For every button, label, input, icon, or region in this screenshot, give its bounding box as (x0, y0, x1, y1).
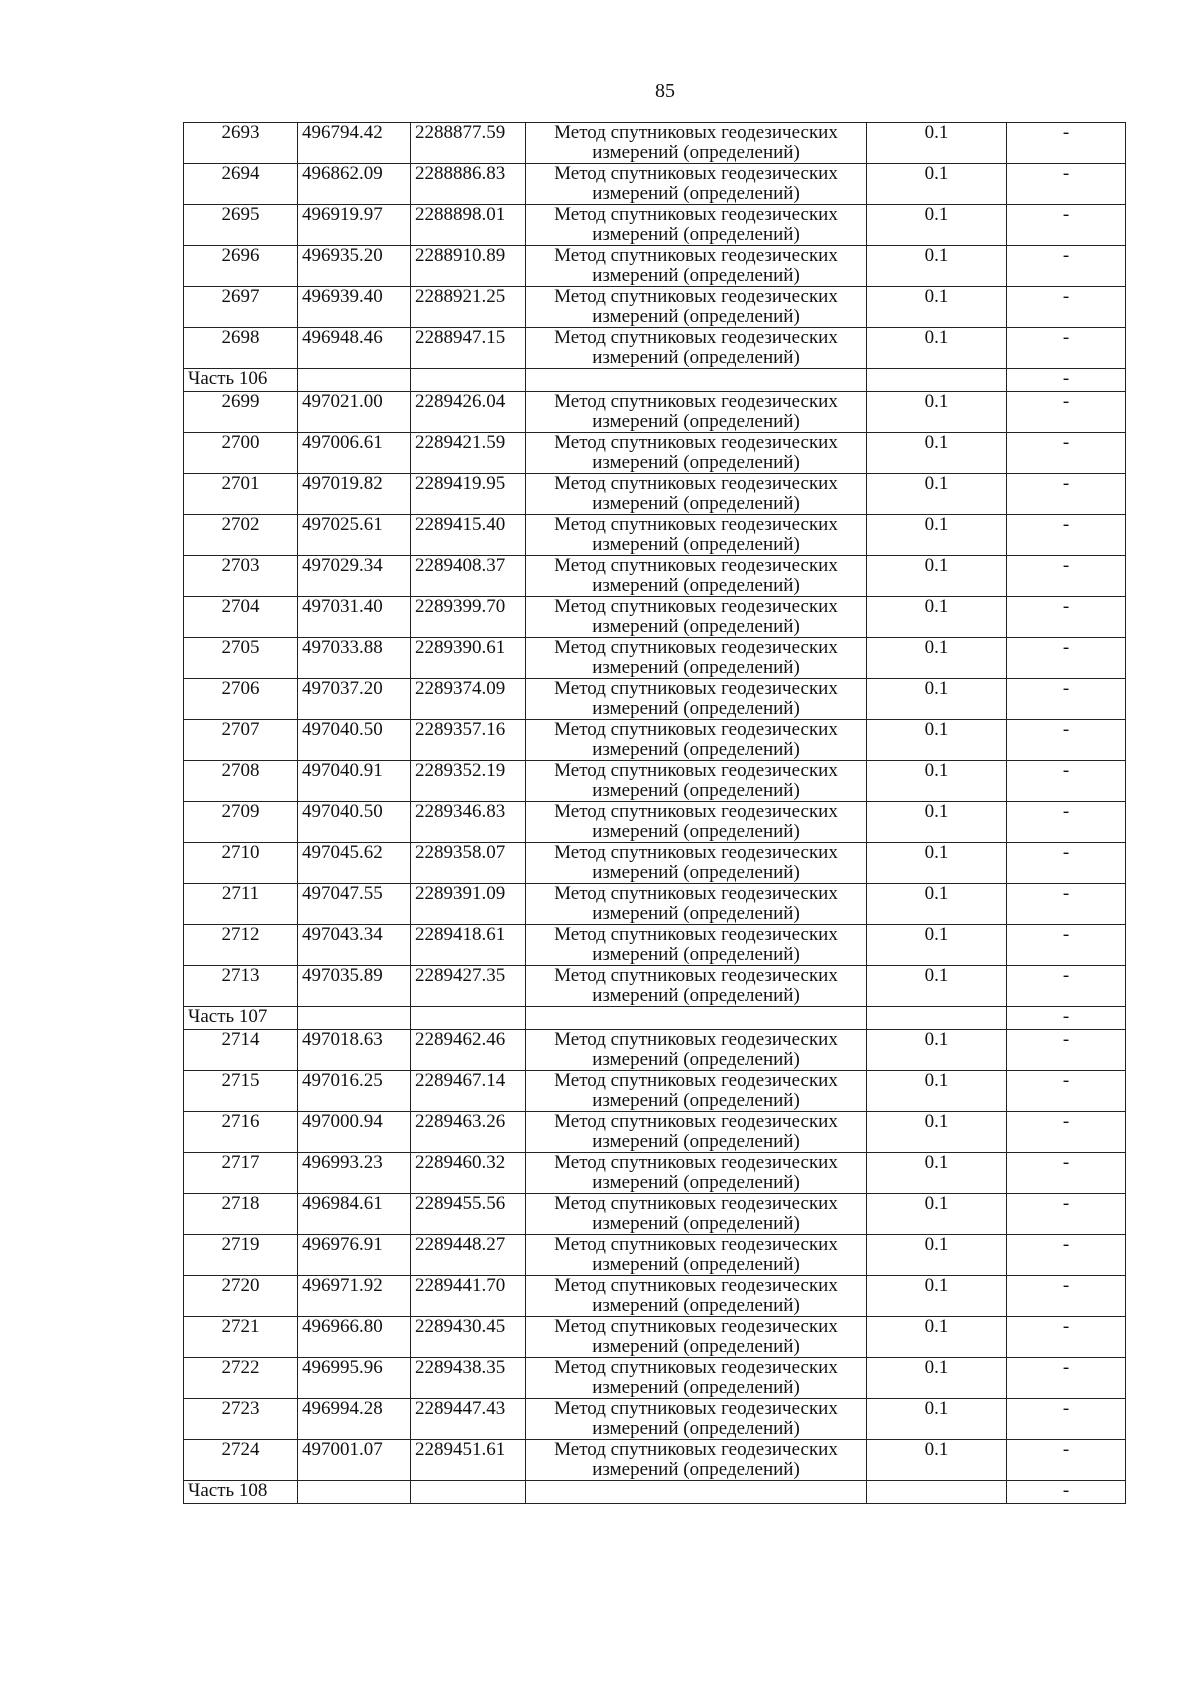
method-cell: Метод спутниковых геодезических измерений (определений) (526, 1358, 867, 1399)
point-number-cell: 2697 (184, 287, 298, 328)
note-cell: - (1007, 1112, 1126, 1153)
accuracy-cell: 0.1 (867, 474, 1007, 515)
table-row (184, 884, 1126, 925)
accuracy-cell: 0.1 (867, 1358, 1007, 1399)
x-coordinate-cell: 497016.25 (298, 1071, 411, 1112)
x-coordinate-cell: 497018.63 (298, 1030, 411, 1071)
y-coordinate-cell: 2289419.95 (411, 474, 526, 515)
x-coordinate-cell: 497006.61 (298, 433, 411, 474)
accuracy-cell: 0.1 (867, 802, 1007, 843)
point-number-cell: 2700 (184, 433, 298, 474)
y-coordinate-cell: 2289418.61 (411, 925, 526, 966)
point-number-cell: 2693 (184, 123, 298, 164)
empty-cell (411, 369, 526, 392)
note-cell: - (1007, 884, 1126, 925)
empty-cell (526, 1481, 867, 1504)
method-cell: Метод спутниковых геодезических измерений (определений) (526, 802, 867, 843)
method-cell: Метод спутниковых геодезических измерений (определений) (526, 1317, 867, 1358)
x-coordinate-cell: 497001.07 (298, 1440, 411, 1481)
table-row (184, 843, 1126, 884)
y-coordinate-cell: 2289451.61 (411, 1440, 526, 1481)
x-coordinate-cell: 496939.40 (298, 287, 411, 328)
point-number-cell: 2709 (184, 802, 298, 843)
y-coordinate-cell: 2289447.43 (411, 1399, 526, 1440)
table-row (184, 164, 1126, 205)
method-cell: Метод спутниковых геодезических измерений (определений) (526, 884, 867, 925)
point-number-cell: 2711 (184, 884, 298, 925)
accuracy-cell: 0.1 (867, 966, 1007, 1007)
method-cell: Метод спутниковых геодезических измерений (определений) (526, 515, 867, 556)
accuracy-cell: 0.1 (867, 720, 1007, 761)
note-cell: - (1007, 966, 1126, 1007)
note-cell: - (1007, 1153, 1126, 1194)
note-cell: - (1007, 1358, 1126, 1399)
accuracy-cell: 0.1 (867, 884, 1007, 925)
x-coordinate-cell: 496935.20 (298, 246, 411, 287)
accuracy-cell: 0.1 (867, 205, 1007, 246)
accuracy-cell: 0.1 (867, 679, 1007, 720)
empty-cell (526, 1007, 867, 1030)
table-row (184, 966, 1126, 1007)
y-coordinate-cell: 2289430.45 (411, 1317, 526, 1358)
note-cell: - (1007, 433, 1126, 474)
accuracy-cell: 0.1 (867, 515, 1007, 556)
table-row (184, 515, 1126, 556)
y-coordinate-cell: 2289455.56 (411, 1194, 526, 1235)
x-coordinate-cell: 497025.61 (298, 515, 411, 556)
point-number-cell: 2716 (184, 1112, 298, 1153)
table-row (184, 1440, 1126, 1481)
method-cell: Метод спутниковых геодезических измерений (определений) (526, 164, 867, 205)
note-cell: - (1007, 205, 1126, 246)
table-row (184, 1276, 1126, 1317)
point-number-cell: 2714 (184, 1030, 298, 1071)
x-coordinate-cell: 497031.40 (298, 597, 411, 638)
x-coordinate-cell: 497040.91 (298, 761, 411, 802)
y-coordinate-cell: 2289448.27 (411, 1235, 526, 1276)
part-label-cell: Часть 106 (184, 369, 298, 392)
empty-cell (411, 1481, 526, 1504)
table-row (184, 720, 1126, 761)
note-cell: - (1007, 369, 1126, 392)
point-number-cell: 2718 (184, 1194, 298, 1235)
method-cell: Метод спутниковых геодезических измерений (определений) (526, 1071, 867, 1112)
x-coordinate-cell: 497021.00 (298, 392, 411, 433)
x-coordinate-cell: 497047.55 (298, 884, 411, 925)
empty-cell (867, 1481, 1007, 1504)
accuracy-cell: 0.1 (867, 925, 1007, 966)
part-header-row (184, 1007, 1126, 1030)
coordinates-table-body (184, 123, 1126, 1504)
note-cell: - (1007, 597, 1126, 638)
table-row (184, 802, 1126, 843)
note-cell: - (1007, 515, 1126, 556)
point-number-cell: 2694 (184, 164, 298, 205)
part-label-cell: Часть 108 (184, 1481, 298, 1504)
method-cell: Метод спутниковых геодезических измерений (определений) (526, 1194, 867, 1235)
note-cell: - (1007, 1071, 1126, 1112)
method-cell: Метод спутниковых геодезических измерений (определений) (526, 205, 867, 246)
table-row (184, 638, 1126, 679)
empty-cell (298, 369, 411, 392)
table-row (184, 1071, 1126, 1112)
note-cell: - (1007, 1317, 1126, 1358)
table-row (184, 433, 1126, 474)
accuracy-cell: 0.1 (867, 761, 1007, 802)
accuracy-cell: 0.1 (867, 1194, 1007, 1235)
note-cell: - (1007, 1399, 1126, 1440)
x-coordinate-cell: 497040.50 (298, 802, 411, 843)
table-row (184, 761, 1126, 802)
method-cell: Метод спутниковых геодезических измерений (определений) (526, 1235, 867, 1276)
x-coordinate-cell: 496995.96 (298, 1358, 411, 1399)
empty-cell (298, 1007, 411, 1030)
y-coordinate-cell: 2289358.07 (411, 843, 526, 884)
y-coordinate-cell: 2289390.61 (411, 638, 526, 679)
x-coordinate-cell: 496862.09 (298, 164, 411, 205)
method-cell: Метод спутниковых геодезических измерений (определений) (526, 720, 867, 761)
page-number: 85 (655, 80, 675, 102)
x-coordinate-cell: 496919.97 (298, 205, 411, 246)
note-cell: - (1007, 1481, 1126, 1504)
coordinates-table (183, 122, 1126, 1504)
method-cell: Метод спутниковых геодезических измерений (определений) (526, 433, 867, 474)
x-coordinate-cell: 496971.92 (298, 1276, 411, 1317)
point-number-cell: 2703 (184, 556, 298, 597)
y-coordinate-cell: 2289421.59 (411, 433, 526, 474)
y-coordinate-cell: 2289391.09 (411, 884, 526, 925)
table-row (184, 205, 1126, 246)
point-number-cell: 2724 (184, 1440, 298, 1481)
accuracy-cell: 0.1 (867, 1399, 1007, 1440)
note-cell: - (1007, 474, 1126, 515)
accuracy-cell: 0.1 (867, 1030, 1007, 1071)
table-row (184, 246, 1126, 287)
note-cell: - (1007, 246, 1126, 287)
table-row (184, 328, 1126, 369)
note-cell: - (1007, 802, 1126, 843)
table-row (184, 474, 1126, 515)
x-coordinate-cell: 496984.61 (298, 1194, 411, 1235)
point-number-cell: 2701 (184, 474, 298, 515)
x-coordinate-cell: 497000.94 (298, 1112, 411, 1153)
accuracy-cell: 0.1 (867, 1112, 1007, 1153)
empty-cell (298, 1481, 411, 1504)
point-number-cell: 2707 (184, 720, 298, 761)
x-coordinate-cell: 496794.42 (298, 123, 411, 164)
part-header-row (184, 1481, 1126, 1504)
table-row (184, 1317, 1126, 1358)
accuracy-cell: 0.1 (867, 123, 1007, 164)
point-number-cell: 2715 (184, 1071, 298, 1112)
y-coordinate-cell: 2289415.40 (411, 515, 526, 556)
table-row (184, 287, 1126, 328)
point-number-cell: 2696 (184, 246, 298, 287)
table-row (184, 1235, 1126, 1276)
point-number-cell: 2699 (184, 392, 298, 433)
y-coordinate-cell: 2289408.37 (411, 556, 526, 597)
x-coordinate-cell: 496993.23 (298, 1153, 411, 1194)
x-coordinate-cell: 497045.62 (298, 843, 411, 884)
method-cell: Метод спутниковых геодезических измерений (определений) (526, 1440, 867, 1481)
note-cell: - (1007, 1440, 1126, 1481)
point-number-cell: 2720 (184, 1276, 298, 1317)
y-coordinate-cell: 2289426.04 (411, 392, 526, 433)
point-number-cell: 2710 (184, 843, 298, 884)
table-row (184, 1112, 1126, 1153)
accuracy-cell: 0.1 (867, 1317, 1007, 1358)
x-coordinate-cell: 497040.50 (298, 720, 411, 761)
note-cell: - (1007, 925, 1126, 966)
point-number-cell: 2704 (184, 597, 298, 638)
x-coordinate-cell: 496966.80 (298, 1317, 411, 1358)
x-coordinate-cell: 496976.91 (298, 1235, 411, 1276)
empty-cell (867, 369, 1007, 392)
table-row (184, 1030, 1126, 1071)
y-coordinate-cell: 2289427.35 (411, 966, 526, 1007)
table-row (184, 1194, 1126, 1235)
method-cell: Метод спутниковых геодезических измерений (определений) (526, 392, 867, 433)
method-cell: Метод спутниковых геодезических измерений (определений) (526, 474, 867, 515)
x-coordinate-cell: 497029.34 (298, 556, 411, 597)
method-cell: Метод спутниковых геодезических измерений (определений) (526, 597, 867, 638)
table-row (184, 556, 1126, 597)
y-coordinate-cell: 2289438.35 (411, 1358, 526, 1399)
point-number-cell: 2695 (184, 205, 298, 246)
y-coordinate-cell: 2288898.01 (411, 205, 526, 246)
accuracy-cell: 0.1 (867, 556, 1007, 597)
y-coordinate-cell: 2289399.70 (411, 597, 526, 638)
accuracy-cell: 0.1 (867, 392, 1007, 433)
method-cell: Метод спутниковых геодезических измерений (определений) (526, 638, 867, 679)
method-cell: Метод спутниковых геодезических измерений (определений) (526, 1153, 867, 1194)
note-cell: - (1007, 679, 1126, 720)
point-number-cell: 2719 (184, 1235, 298, 1276)
x-coordinate-cell: 496994.28 (298, 1399, 411, 1440)
accuracy-cell: 0.1 (867, 1276, 1007, 1317)
point-number-cell: 2708 (184, 761, 298, 802)
table-row (184, 679, 1126, 720)
method-cell: Метод спутниковых геодезических измерений (определений) (526, 287, 867, 328)
y-coordinate-cell: 2289374.09 (411, 679, 526, 720)
y-coordinate-cell: 2289352.19 (411, 761, 526, 802)
point-number-cell: 2723 (184, 1399, 298, 1440)
empty-cell (526, 369, 867, 392)
accuracy-cell: 0.1 (867, 843, 1007, 884)
method-cell: Метод спутниковых геодезических измерений (определений) (526, 679, 867, 720)
accuracy-cell: 0.1 (867, 1071, 1007, 1112)
point-number-cell: 2717 (184, 1153, 298, 1194)
note-cell: - (1007, 1007, 1126, 1030)
note-cell: - (1007, 638, 1126, 679)
note-cell: - (1007, 392, 1126, 433)
method-cell: Метод спутниковых геодезических измерений (определений) (526, 1276, 867, 1317)
table-row (184, 597, 1126, 638)
note-cell: - (1007, 123, 1126, 164)
part-header-row (184, 369, 1126, 392)
y-coordinate-cell: 2289460.32 (411, 1153, 526, 1194)
table-row (184, 1399, 1126, 1440)
method-cell: Метод спутниковых геодезических измерений (определений) (526, 1030, 867, 1071)
accuracy-cell: 0.1 (867, 1440, 1007, 1481)
empty-cell (411, 1007, 526, 1030)
note-cell: - (1007, 843, 1126, 884)
point-number-cell: 2721 (184, 1317, 298, 1358)
y-coordinate-cell: 2289463.26 (411, 1112, 526, 1153)
y-coordinate-cell: 2288910.89 (411, 246, 526, 287)
table-row (184, 1358, 1126, 1399)
x-coordinate-cell: 496948.46 (298, 328, 411, 369)
method-cell: Метод спутниковых геодезических измерений (определений) (526, 246, 867, 287)
accuracy-cell: 0.1 (867, 164, 1007, 205)
point-number-cell: 2702 (184, 515, 298, 556)
point-number-cell: 2706 (184, 679, 298, 720)
empty-cell (867, 1007, 1007, 1030)
method-cell: Метод спутниковых геодезических измерений (определений) (526, 328, 867, 369)
note-cell: - (1007, 1030, 1126, 1071)
x-coordinate-cell: 497043.34 (298, 925, 411, 966)
note-cell: - (1007, 720, 1126, 761)
method-cell: Метод спутниковых геодезических измерений (определений) (526, 556, 867, 597)
y-coordinate-cell: 2289441.70 (411, 1276, 526, 1317)
y-coordinate-cell: 2288886.83 (411, 164, 526, 205)
note-cell: - (1007, 1235, 1126, 1276)
note-cell: - (1007, 556, 1126, 597)
accuracy-cell: 0.1 (867, 433, 1007, 474)
note-cell: - (1007, 1276, 1126, 1317)
accuracy-cell: 0.1 (867, 328, 1007, 369)
note-cell: - (1007, 1194, 1126, 1235)
x-coordinate-cell: 497033.88 (298, 638, 411, 679)
y-coordinate-cell: 2289462.46 (411, 1030, 526, 1071)
y-coordinate-cell: 2289357.16 (411, 720, 526, 761)
point-number-cell: 2705 (184, 638, 298, 679)
table-row (184, 123, 1126, 164)
part-label-cell: Часть 107 (184, 1007, 298, 1030)
note-cell: - (1007, 328, 1126, 369)
method-cell: Метод спутниковых геодезических измерений (определений) (526, 123, 867, 164)
accuracy-cell: 0.1 (867, 1235, 1007, 1276)
point-number-cell: 2698 (184, 328, 298, 369)
accuracy-cell: 0.1 (867, 287, 1007, 328)
method-cell: Метод спутниковых геодезических измерений (определений) (526, 843, 867, 884)
table-row (184, 925, 1126, 966)
y-coordinate-cell: 2289346.83 (411, 802, 526, 843)
point-number-cell: 2712 (184, 925, 298, 966)
table-row (184, 1153, 1126, 1194)
accuracy-cell: 0.1 (867, 1153, 1007, 1194)
note-cell: - (1007, 761, 1126, 802)
point-number-cell: 2713 (184, 966, 298, 1007)
method-cell: Метод спутниковых геодезических измерений (определений) (526, 1399, 867, 1440)
table-row (184, 392, 1126, 433)
note-cell: - (1007, 164, 1126, 205)
accuracy-cell: 0.1 (867, 597, 1007, 638)
note-cell: - (1007, 287, 1126, 328)
y-coordinate-cell: 2288921.25 (411, 287, 526, 328)
point-number-cell: 2722 (184, 1358, 298, 1399)
method-cell: Метод спутниковых геодезических измерений (определений) (526, 966, 867, 1007)
method-cell: Метод спутниковых геодезических измерений (определений) (526, 925, 867, 966)
x-coordinate-cell: 497035.89 (298, 966, 411, 1007)
x-coordinate-cell: 497037.20 (298, 679, 411, 720)
method-cell: Метод спутниковых геодезических измерений (определений) (526, 761, 867, 802)
accuracy-cell: 0.1 (867, 246, 1007, 287)
y-coordinate-cell: 2288947.15 (411, 328, 526, 369)
y-coordinate-cell: 2288877.59 (411, 123, 526, 164)
accuracy-cell: 0.1 (867, 638, 1007, 679)
x-coordinate-cell: 497019.82 (298, 474, 411, 515)
method-cell: Метод спутниковых геодезических измерений (определений) (526, 1112, 867, 1153)
y-coordinate-cell: 2289467.14 (411, 1071, 526, 1112)
